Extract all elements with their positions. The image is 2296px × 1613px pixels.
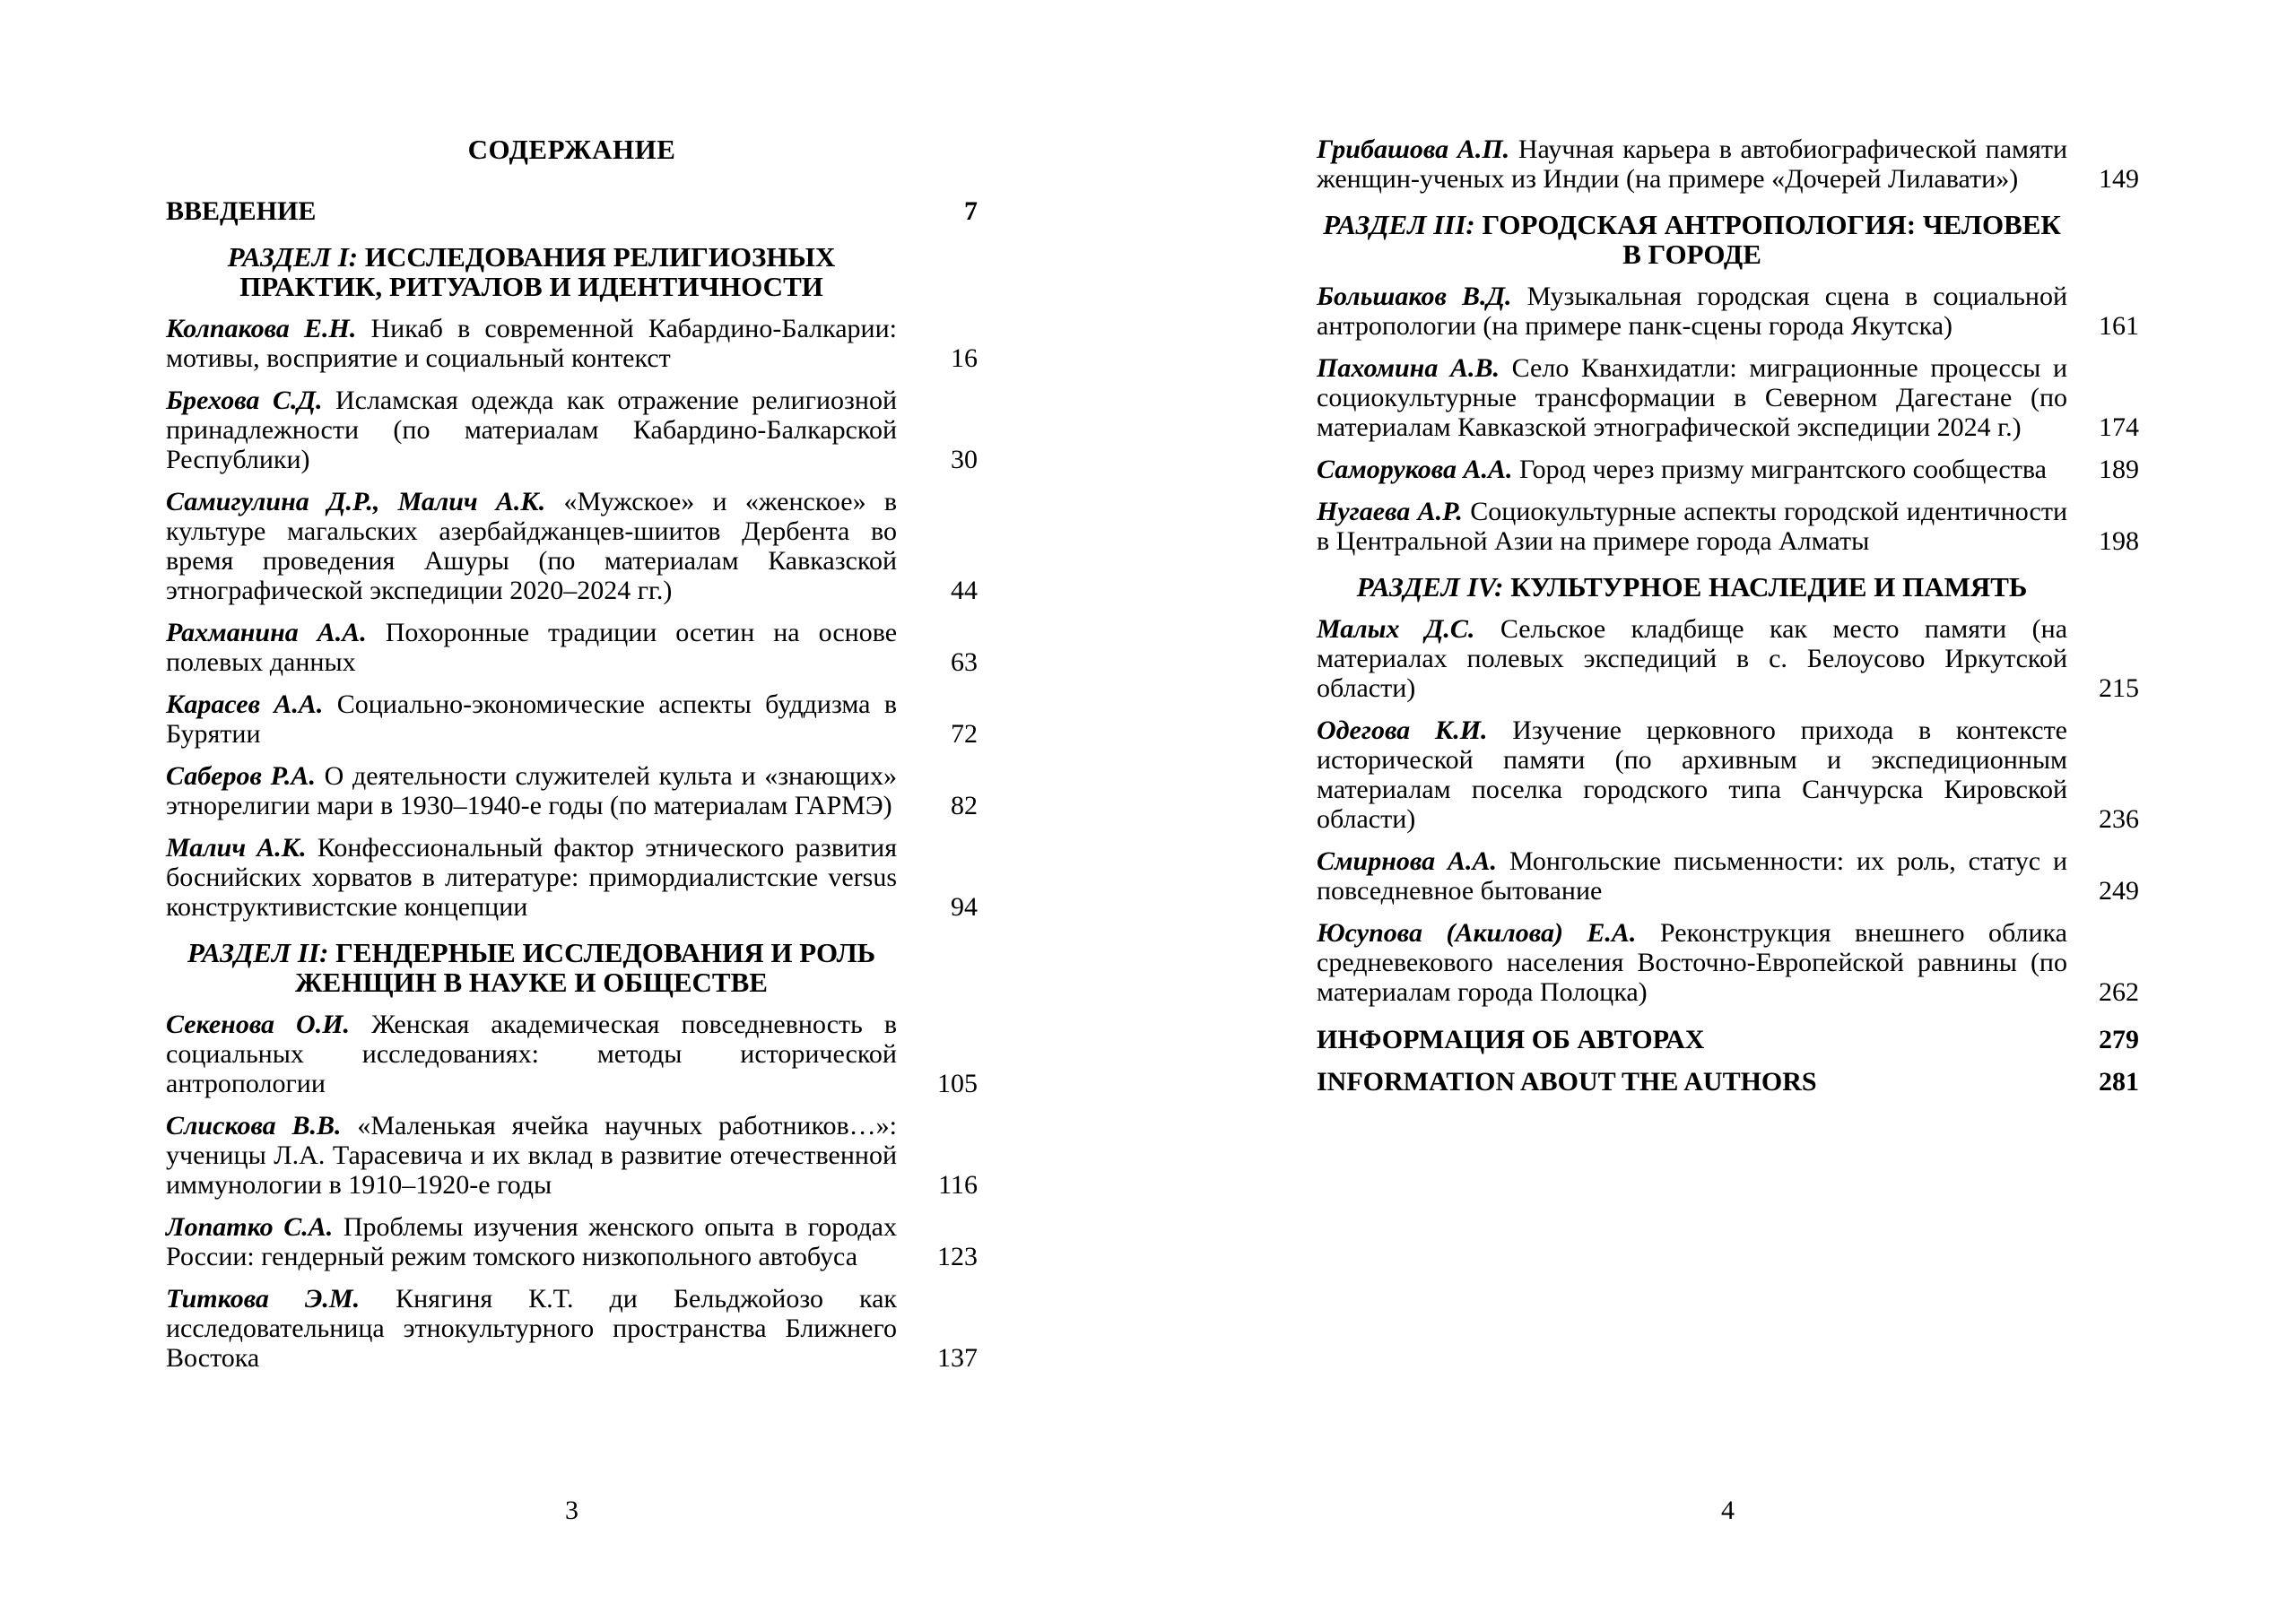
entry-label: INFORMATION ABOUT THE AUTHORS <box>1317 1067 1817 1097</box>
entry-author: Рахманина А.А. <box>166 618 367 647</box>
entry-author: Одегова К.И. <box>1317 715 1488 745</box>
toc-entry <box>1317 497 2139 556</box>
entry-page-number: 161 <box>2099 311 2139 341</box>
entry-author: Брехова С.Д. <box>166 386 323 415</box>
entry-title: Женская академическая повседневность в социальных исследованиях: методы исторической антропологии <box>166 1010 898 1098</box>
toc-entry <box>1317 353 2139 442</box>
section-label: РАЗДЕЛ III: <box>1323 209 1475 240</box>
entry-author: Большаков В.Д. <box>1317 282 1512 311</box>
entry-author: Колпакова Е.Н. <box>166 314 357 343</box>
section-title: ГОРОДСКАЯ АНТРОПОЛОГИЯ: ЧЕЛОВЕК В ГОРОДЕ <box>1482 209 2061 270</box>
entry-title: Исламская одежда как отражение религиозной принадлежности (по материалам Кабардино-Балкарской Республики) <box>166 386 897 474</box>
entry-page-number: 198 <box>2099 526 2139 556</box>
toc-entry <box>166 761 978 820</box>
entry-author: Малых Д.С. <box>1317 614 1475 644</box>
toc-entry-introduction <box>166 196 978 226</box>
toc-entry <box>166 618 978 677</box>
toc-entry <box>166 833 978 922</box>
entry-author: Малич А.К. <box>166 833 307 863</box>
section-heading-4 <box>1317 572 2139 602</box>
entry-title: О деятельности служителей культа и «знающих» этнорелигии мари в 1930–1940-е годы (по материалам ГАРМЭ) <box>166 761 897 820</box>
entry-page-number: 16 <box>951 343 978 373</box>
section-title: ИССЛЕДОВАНИЯ РЕЛИГИОЗНЫХ ПРАКТИК, РИТУАЛОВ И ИДЕНТИЧНОСТИ <box>239 241 836 302</box>
toc-entry <box>166 1212 978 1271</box>
page-number-left: 3 <box>565 1496 578 1525</box>
entry-page-number: 279 <box>2099 1025 2139 1054</box>
section-heading-2 <box>166 938 978 997</box>
toc-entry <box>1317 715 2139 834</box>
entry-page-number: 72 <box>951 719 978 749</box>
entry-title: Село Кванхидатли: миграционные процессы и социокультурные трансформации в Северном Дагестане (по материалам Кавказской этнографической экспедиции 2024 г.) <box>1317 353 2068 442</box>
section-label: РАЗДЕЛ I: <box>227 241 359 273</box>
entry-author: Нугаева А.Р. <box>1317 497 1463 526</box>
entry-title: «Мужское» и «женское» в культуре магальских азербайджанцев-шиитов Дербента во время проведения Ашуры (по материалам Кавказской этнографической экспедиции 2020–2024 гг.) <box>166 487 897 605</box>
entry-author: Смирнова А.А. <box>1317 846 1498 876</box>
entry-title: Конфессиональный фактор этнического развития боснийских хорватов в литературе: примордиалистские versus конструктивистские концепции <box>166 833 897 922</box>
entry-title: Никаб в современной Кабардино-Балкарии: мотивы, восприятие и социальный контекст <box>166 314 897 373</box>
entry-page-number: 174 <box>2099 412 2139 442</box>
entry-page-number: 105 <box>937 1069 978 1098</box>
section-title: КУЛЬТУРНОЕ НАСЛЕДИЕ И ПАМЯТЬ <box>1510 571 2028 603</box>
entry-title: Похоронные традиции осетин на основе полевых данных <box>166 618 898 677</box>
entry-title: Город через призму мигрантского сообщества <box>1518 455 2047 484</box>
entry-author: Секенова О.И. <box>166 1010 351 1039</box>
section-title: ГЕНДЕРНЫЕ ИССЛЕДОВАНИЯ И РОЛЬ ЖЕНЩИН В НАУКЕ И ОБЩЕСТВЕ <box>295 937 876 998</box>
entry-page-number: 116 <box>938 1170 978 1200</box>
entry-author: Слискова В.В. <box>166 1111 342 1140</box>
entry-title: Проблемы изучения женского опыта в городах России: гендерный режим томского низкопольного автобуса <box>166 1212 897 1271</box>
entry-author: Самигулина Д.Р., Малич А.К. <box>166 487 546 516</box>
entry-author: Саберов Р.А. <box>166 761 316 791</box>
section-heading-3 <box>1317 210 2139 269</box>
entry-page-number: 123 <box>937 1242 978 1271</box>
entry-title: Социокультурные аспекты городской идентичности в Центральной Азии на примере города Алматы <box>1317 497 2067 556</box>
entry-title: Изучение церковного прихода в контексте исторической памяти (по архивным и экспедиционным материалам поселка городского типа Санчурска Кировской области) <box>1317 715 2067 834</box>
toc-entry-authors-info-en <box>1317 1067 2139 1097</box>
entry-title: Монгольские письменности: их роль, статус и повседневное бытование <box>1317 846 2068 906</box>
toc-entry <box>166 487 978 605</box>
entry-label: ИНФОРМАЦИЯ ОБ АВТОРАХ <box>1317 1025 1705 1054</box>
toc-entry <box>166 386 978 474</box>
entry-author: Пахомина А.В. <box>1317 353 1500 383</box>
entry-page-number: 236 <box>2099 804 2139 834</box>
entry-page-number: 262 <box>2099 977 2139 1007</box>
toc-entry <box>1317 455 2139 484</box>
toc-entry <box>1317 918 2139 1007</box>
entry-page-number: 94 <box>951 892 978 922</box>
section-label: РАЗДЕЛ II: <box>187 937 329 968</box>
toc-right-column <box>1317 134 2139 1109</box>
toc-left-column <box>166 134 978 1385</box>
toc-entry <box>1317 846 2139 906</box>
entry-page-number: 149 <box>2099 164 2139 194</box>
entry-author: Карасев А.А. <box>166 689 324 719</box>
toc-entry <box>166 1284 978 1373</box>
entry-page-number: 189 <box>2099 455 2139 484</box>
section-heading-1 <box>166 242 978 301</box>
entry-title: «Маленькая ячейка научных работников…»: ученицы Л.А. Тарасевича и их вклад в развитие отечественной иммунологии в 1910–1920-е годы <box>166 1111 898 1200</box>
toc-entry <box>166 1111 978 1200</box>
entry-page-number: 215 <box>2099 673 2139 703</box>
entry-title: Научная карьера в автобиографической памяти женщин-ученых из Индии (на примере «Дочерей Лилавати») <box>1317 134 2067 194</box>
toc-entry <box>1317 614 2139 703</box>
toc-title: СОДЕРЖАНИЕ <box>467 134 676 165</box>
entry-page-number: 63 <box>951 647 978 677</box>
entry-page-number: 137 <box>937 1343 978 1373</box>
entry-page-number: 281 <box>2099 1067 2139 1097</box>
entry-page-number: 82 <box>951 791 978 820</box>
entry-author: Саморукова А.А. <box>1317 455 1513 484</box>
entry-title: Социально-экономические аспекты буддизма в Бурятии <box>166 689 898 749</box>
entry-page-number: 44 <box>951 576 978 605</box>
section-label: РАЗДЕЛ IV: <box>1356 571 1504 603</box>
toc-entry <box>166 1010 978 1098</box>
entry-title: Реконструкция внешнего облика средневекового населения Восточно-Европейской равнины (по материалам города Полоцка) <box>1317 918 2067 1007</box>
entry-page-number: 30 <box>951 445 978 474</box>
entry-title: Музыкальная городская сцена в социальной антропологии (на примере панк-сцены города Якутска) <box>1317 282 2067 341</box>
toc-entry <box>166 314 978 373</box>
entry-page-number: 7 <box>964 196 978 226</box>
toc-entry <box>1317 134 2139 194</box>
entry-author: Юсупова (Акилова) Е.А. <box>1317 918 1637 948</box>
page-number-right: 4 <box>1721 1496 1735 1525</box>
toc-entry <box>166 689 978 749</box>
entry-author: Титкова Э.М. <box>166 1284 361 1314</box>
entry-title: Княгиня К.Т. ди Бельджойозо как исследовательница этнокультурного пространства Ближнего Востока <box>166 1284 897 1373</box>
entry-author: Лопатко С.А. <box>166 1212 334 1242</box>
entry-title: Сельское кладбище как место памяти (на материалах полевых экспедиций в с. Белоусово Иркутской области) <box>1317 614 2068 703</box>
toc-entry <box>1317 282 2139 341</box>
entry-author: Грибашова А.П. <box>1317 134 1510 164</box>
toc-entry-authors-info-ru <box>1317 1025 2139 1054</box>
entry-label: ВВЕДЕНИЕ <box>166 196 317 226</box>
entry-page-number: 249 <box>2099 876 2139 906</box>
